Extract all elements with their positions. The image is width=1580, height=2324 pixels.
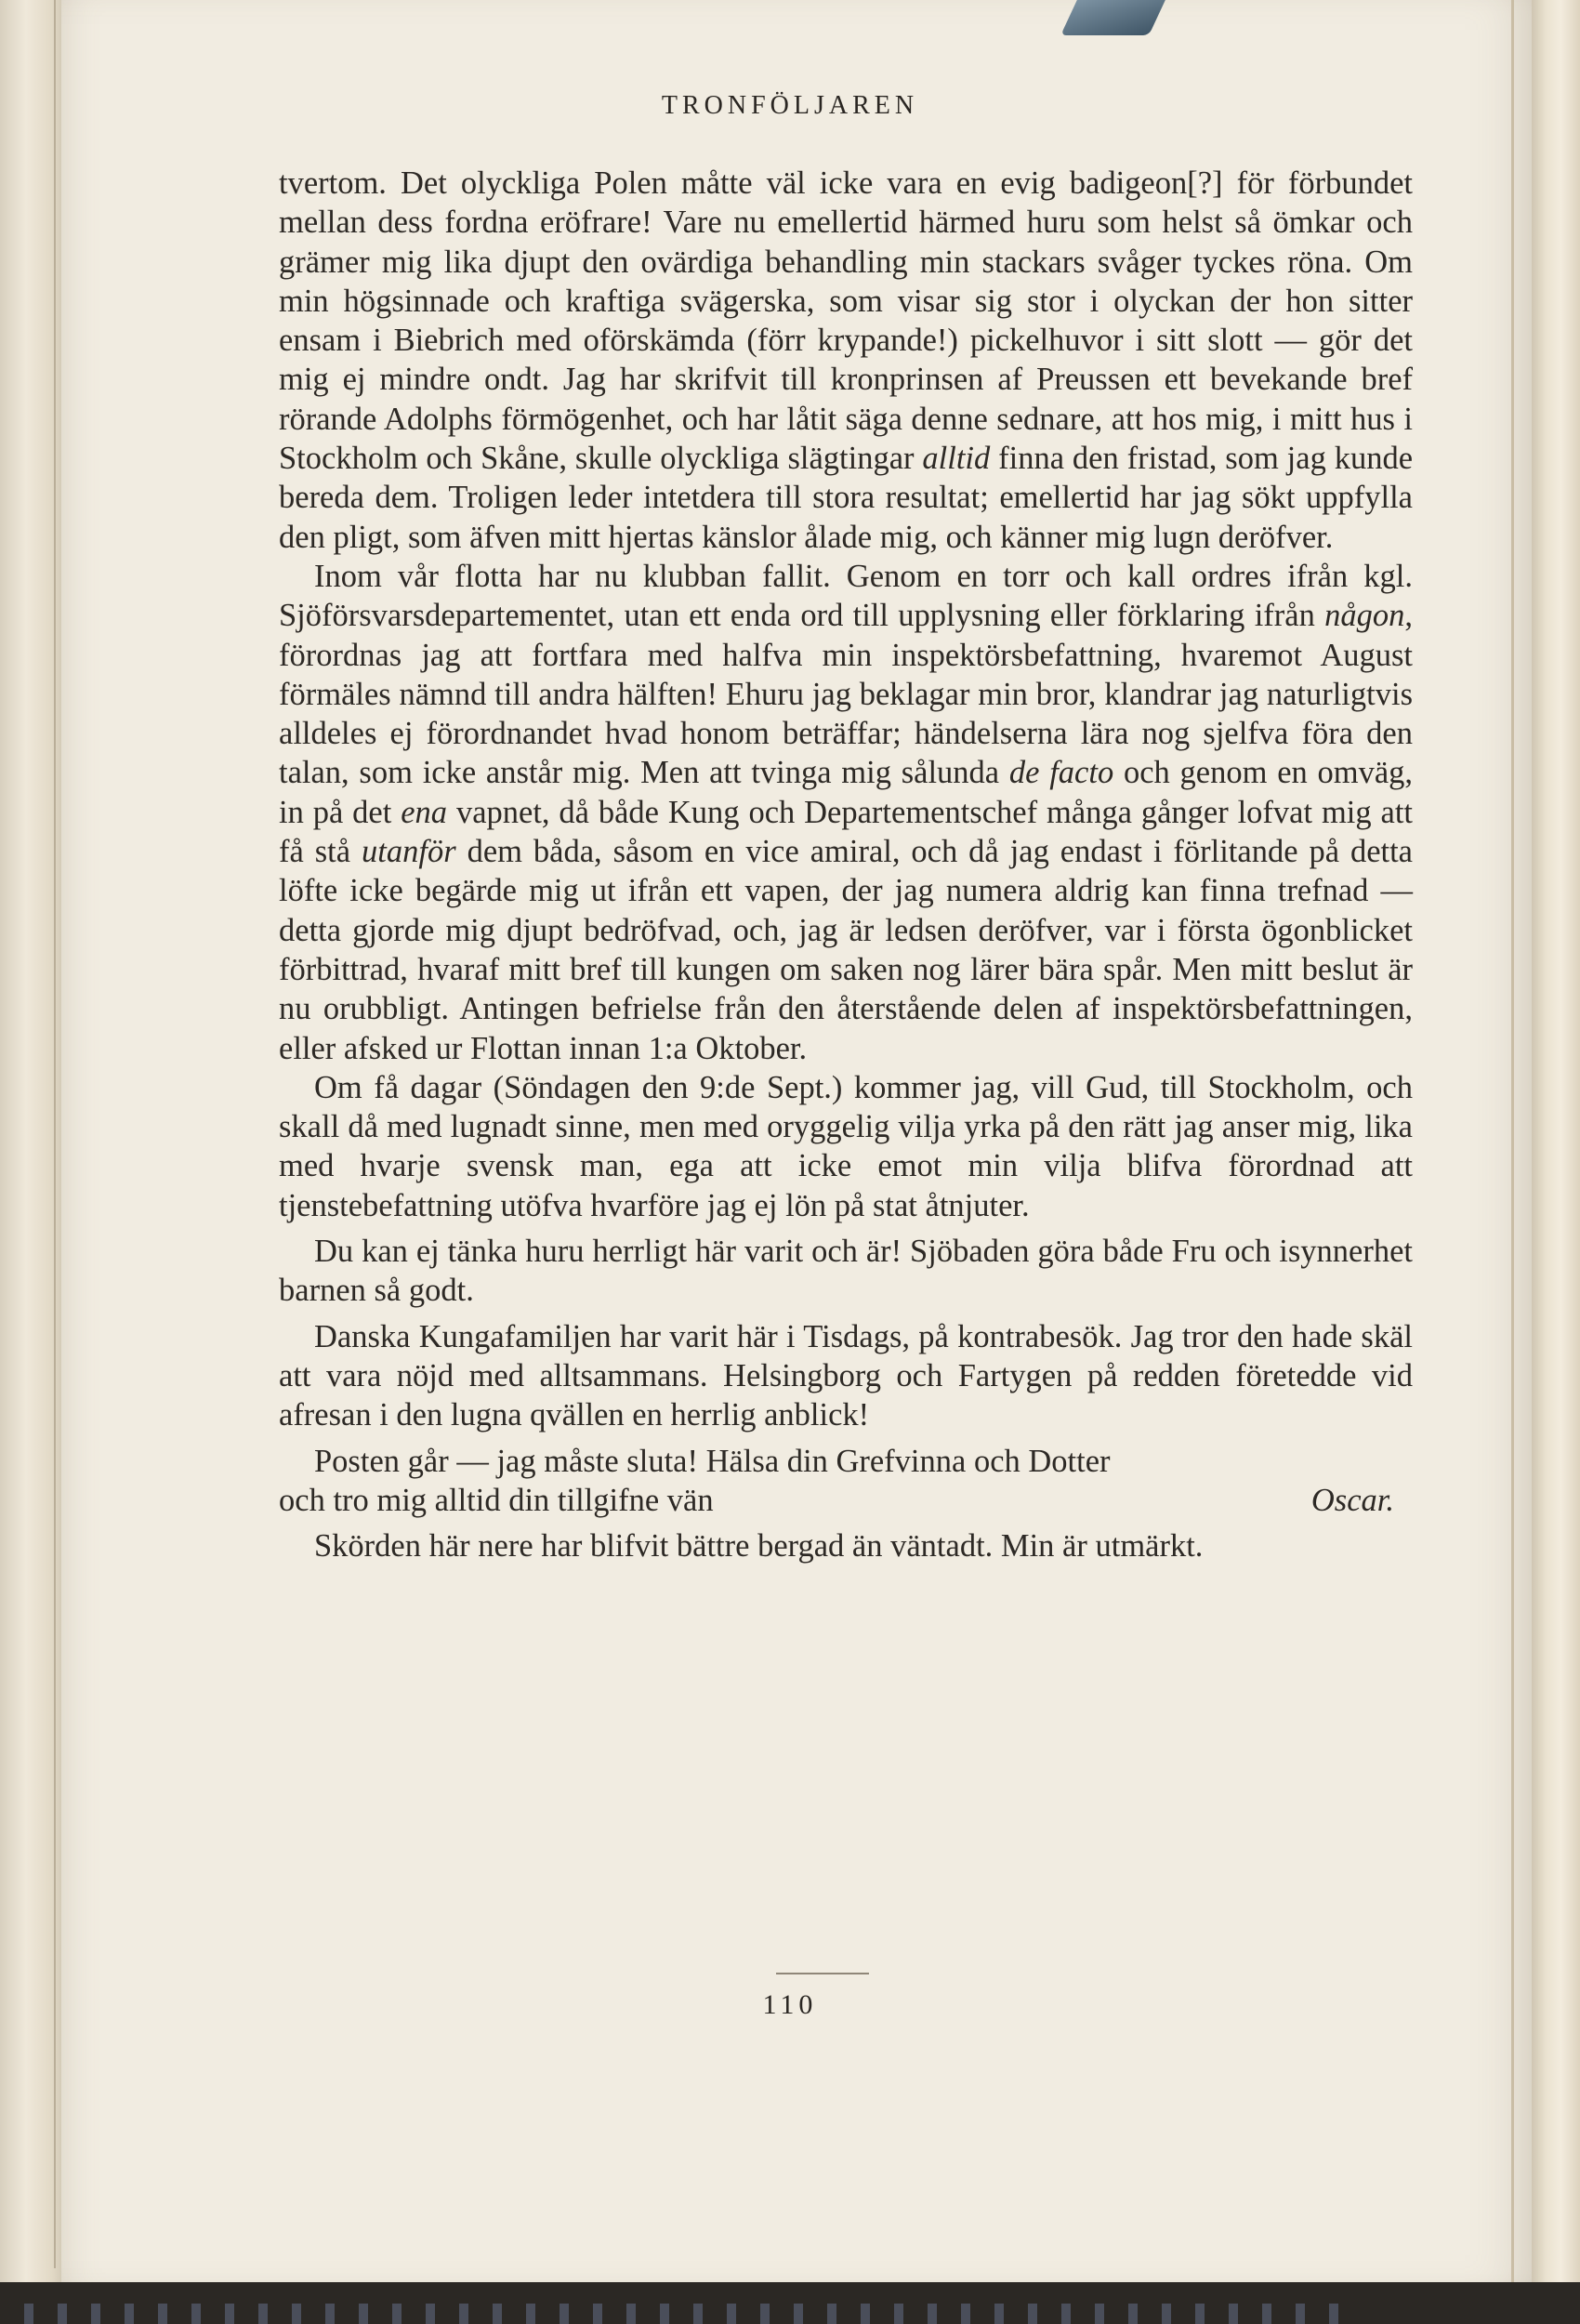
closing-line [279,1481,1413,1520]
page-edge-line [54,0,56,2268]
running-header: TRONFÖLJAREN [661,91,919,120]
emphasis-nagon: någon [1324,598,1405,634]
paragraph-1: tvertom. Det olyckliga Polen måtte väl icke vara en evig badigeon[?] för förbundet mellan dess fordna eröfrare! Vare nu emellertid härmed huru som helst så ömkar och grämer mig lika djupt den ovärdiga behandling min stackars svåger tyckes röna. Om min högsinnade och kraftiga svägerska, som visar sig stor i olyckan der hon sitter ensam i Biebrich med oförskämda (förr krypande!) pickelhuvor i sitt slott — gör det mig ej mindre ondt. Jag har skrifvit till kronprinsen af Preussen ett bevekande bref rörande Adolphs förmögenhet, och har låtit säga denne sednare, att hos mig, i mitt hus i Stockholm och Skåne, skulle olyckliga slägtingar alltid finna den fristad, som jag kunde bereda dem. Troligen leder intetdera till stora resultat; emellertid har jag sökt uppfylla den pligt, som äfven mitt hjertas känslor ålade mig, och känner mig lugn deröfver. [279,165,1414,555]
page-edge-right [1532,0,1580,2296]
emphasis-utanfor: utanför [362,834,456,870]
page-number: 110 [762,1989,818,2020]
paragraph-5: Danska Kungafamiljen har varit här i Tisdags, på kontrabesök. Jag tror den hade skäl att vara nöjd med alltsammans. Helsingborg och Fartygen på redden företedde vid afresan i den lugna qvällen en herrlig anblick! [279,1318,1413,1433]
emphasis-alltid: alltid [922,441,991,477]
footer-rule [776,1973,869,1974]
paragraph-6: Posten går — jag måste sluta! Hälsa din Grefvinna och Dotter [314,1443,1111,1479]
postscript: Skörden här nere har blifvit bättre bergad än väntadt. Min är utmärkt. [314,1528,1204,1565]
signature: Oscar. [1310,1482,1394,1518]
emphasis-de-facto: de facto [1008,755,1114,791]
paragraph-3: Om få dagar (Söndagen den 9:de Sept.) kommer jag, vill Gud, till Stockholm, och skall då med lugnadt sinne, men med oryggelig vilja yrka på den rätt jag anser mig, lika med hvarje svensk man, ega att icke emot min vilja blifva förordnad att tjenstebefattning utöfva hvarföre jag ej lön på stat åtnjuter. [279,1069,1413,1223]
clip-object [1060,0,1165,35]
paragraph-2: Inom vår flotta har nu klubban fallit. Genom en torr och kall ordres ifrån kgl. Sjöförsvarsdepartementet, utan ett enda ord till upplysning eller förklaring ifrån någon, förordnas jag att fortfara med halfva min inspektörsbefattning, hvaremot August förmäles nämnd till andra hälften! Ehuru jag beklagar min bror, klandrar jag naturligtvis alldeles ej förordnandet hvad honom beträffar; händelserna lära nog sjelfva föra den talan, som icke anstår mig. Men att tvinga mig sålunda de facto och genom en omväg, in på det ena vapnet, då både Kung och Departementschef många gånger lofvat mig att få stå utanför dem båda, såsom en vice amiral, och då jag endast i förlitande på detta löfte icke begärde mig ut ifrån ett vapen, der jag numera aldrig kan finna trefnad — detta gjorde mig djupt bedröfvad, och, jag är ledsen deröfver, var i första ögonblicket förbittrad, hvaraf mitt bref till kungen om saken nog lärer bära spår. Men mitt beslut är nu orubbligt. Antingen befrielse från den återstående delen af inspektörsbefattningen, eller afsked ur Flottan innan 1:a Oktober. [279,558,1414,1066]
binding-texture [0,2304,1357,2324]
paragraph-4: Du kan ej tänka huru herrligt här varit och är! Sjöbaden göra både Fru och isynnerhet barnen så godt. [279,1234,1413,1309]
emphasis-ena: ena [401,794,448,830]
closing-text: och tro mig alltid din tillgifne vän [279,1482,714,1518]
letter-body [279,164,1413,1565]
gutter-line [1511,0,1514,2287]
